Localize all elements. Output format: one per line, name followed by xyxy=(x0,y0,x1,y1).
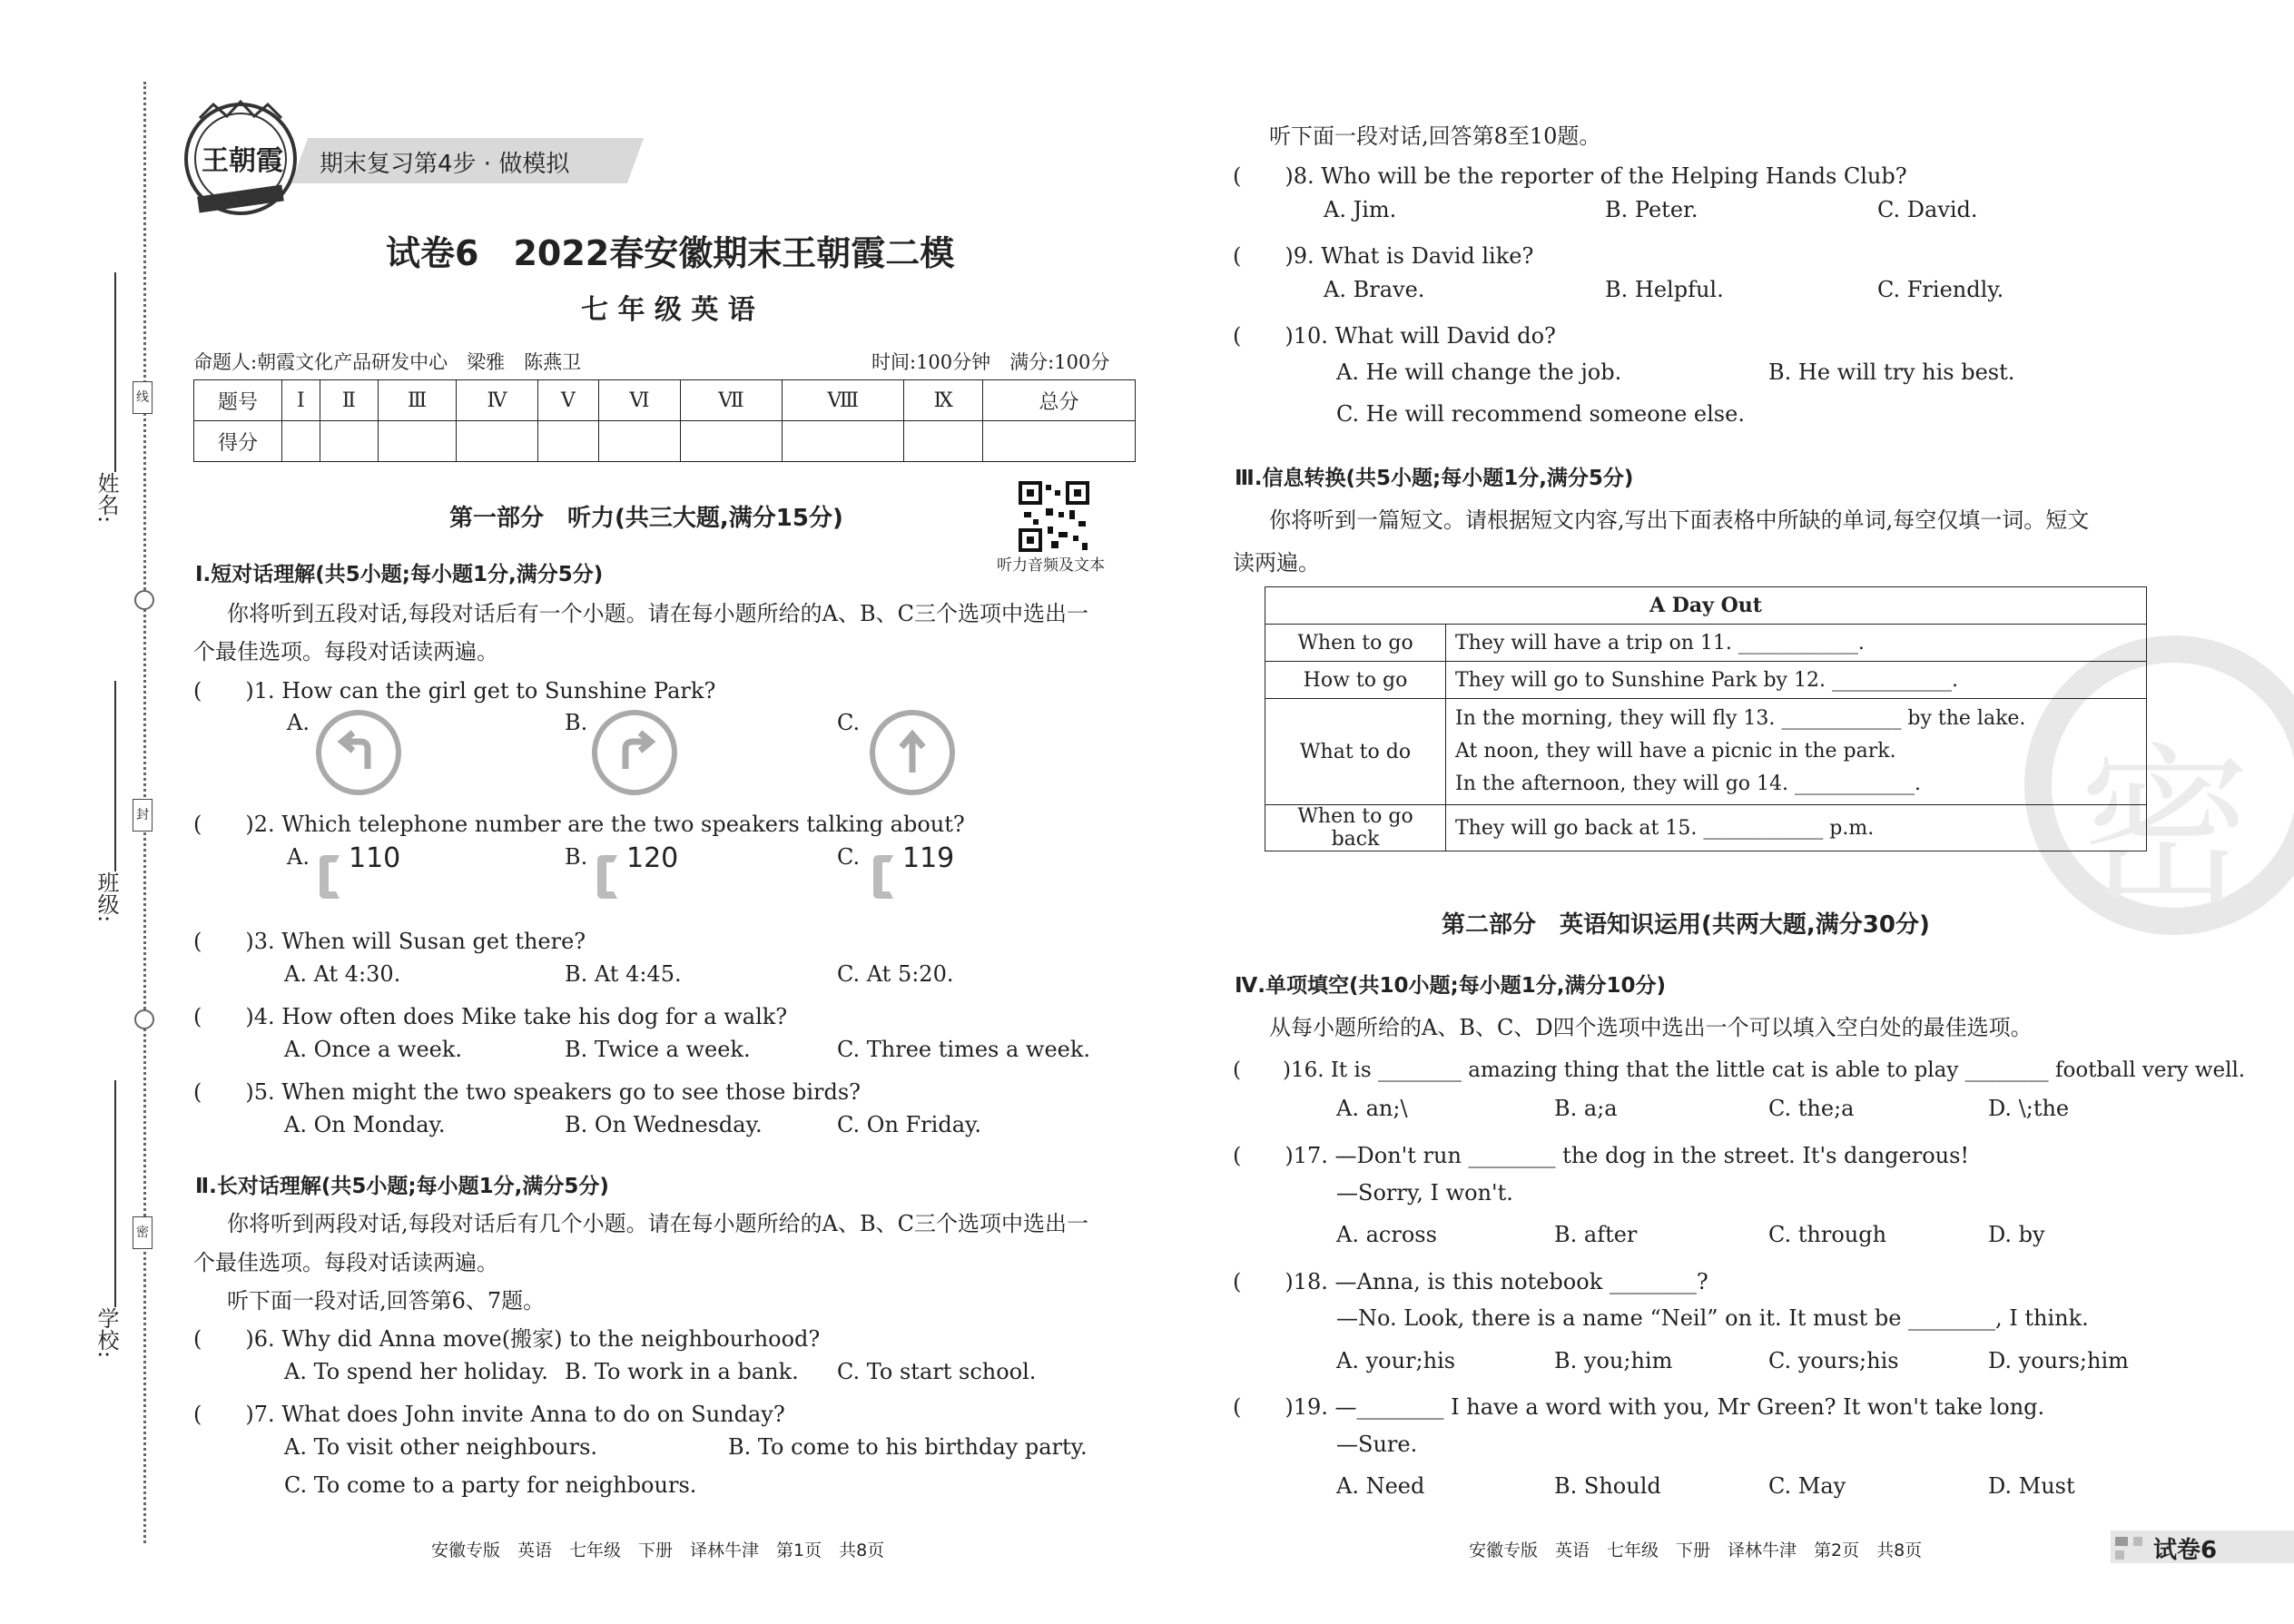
info-table-title: A Day Out xyxy=(1265,587,2147,625)
author-line: 命题人:朝霞文化产品研发中心 梁雅 陈燕卫 xyxy=(193,351,582,373)
section2-title: Ⅱ.长对话理解(共5小题;每小题1分,满分5分) xyxy=(195,1175,609,1198)
brand-logo xyxy=(182,100,300,218)
turn-left-icon[interactable] xyxy=(316,710,401,795)
q7-option-c[interactable]: C. To come to a party for neighbours. xyxy=(284,1472,697,1498)
section2-instruction-cont: 个最佳选项。每段对话读两遍。 xyxy=(193,1250,498,1275)
section1-title: Ⅰ.短对话理解(共5小题;每小题1分,满分5分) xyxy=(195,563,604,586)
score-header-cell: Ⅷ xyxy=(782,380,903,421)
q16-option-a[interactable]: A. an;\ xyxy=(1336,1096,1408,1121)
seal-mark-seal: 封 xyxy=(133,799,153,832)
name-label: 姓名: xyxy=(94,472,119,524)
info-table xyxy=(1265,586,2147,851)
q1-option-b-label: B. xyxy=(565,710,588,735)
q3-option-b[interactable]: B. At 4:45. xyxy=(565,961,682,987)
q5-option-a[interactable]: A. On Monday. xyxy=(284,1112,446,1137)
score-header-cell: 总分 xyxy=(983,380,1136,421)
phone-number-b: 120 xyxy=(626,842,679,874)
question-9: ( )9. What is David like? xyxy=(1233,243,1534,269)
seal-mark-secret: 密 xyxy=(133,1216,153,1249)
turn-right-icon[interactable] xyxy=(592,710,677,795)
watermark-char: 密 xyxy=(2079,728,2252,929)
phone-icon xyxy=(871,851,897,906)
go-straight-icon[interactable] xyxy=(870,710,955,795)
q17-option-d[interactable]: D. by xyxy=(1988,1222,2045,1247)
info-row-label: When to go xyxy=(1265,625,1446,662)
binding-hole-1 xyxy=(134,590,154,610)
score-cell[interactable] xyxy=(904,421,983,462)
q2-option-b-label: B. xyxy=(565,844,588,870)
info-row-text: At noon, they will have a picnic in the park. xyxy=(1455,740,1896,763)
part1-title: 第一部分 听力(共三大题,满分15分) xyxy=(449,505,843,532)
question-10: ( )10. What will David do? xyxy=(1233,323,1556,349)
score-header-cell: Ⅴ xyxy=(537,380,598,421)
q7-option-a[interactable]: A. To visit other neighbours. xyxy=(284,1434,598,1460)
section2-subheading: 听下面一段对话,回答第6、7题。 xyxy=(227,1288,546,1314)
phone-icon xyxy=(318,851,343,906)
question-18: ( )18. —Anna, is this notebook ________? xyxy=(1233,1269,1708,1294)
question-7: ( )7. What does John invite Anna to do on Sunday? xyxy=(193,1402,785,1427)
qr-caption: 听力音频及文本 xyxy=(997,556,1105,575)
section3-title: Ⅲ.信息转换(共5小题;每小题1分,满分5分) xyxy=(1235,467,1634,490)
q7-option-b[interactable]: B. To come to his birthday party. xyxy=(728,1434,1088,1460)
q17-option-a[interactable]: A. across xyxy=(1336,1222,1437,1247)
q5-option-c[interactable]: C. On Friday. xyxy=(837,1112,981,1137)
q19-option-a[interactable]: A. Need xyxy=(1336,1473,1425,1499)
section4-instruction: 从每小题所给的A、B、C、D四个选项中选出一个可以填入空白处的最佳选项。 xyxy=(1269,1015,2033,1040)
info-row-text[interactable]: They will go back at 15. ____________ p.m. xyxy=(1446,805,2147,851)
question-3: ( )3. When will Susan get there? xyxy=(193,929,586,954)
info-row-text[interactable]: In the morning, they will fly 13. ____________ by the lake. xyxy=(1455,707,2026,730)
class-field[interactable] xyxy=(114,681,116,871)
q8-option-b[interactable]: B. Peter. xyxy=(1605,197,1698,222)
binding-hole-2 xyxy=(134,1009,154,1029)
q18-option-a[interactable]: A. your;his xyxy=(1336,1348,1456,1373)
score-cell[interactable] xyxy=(378,421,456,462)
q3-option-a[interactable]: A. At 4:30. xyxy=(284,961,401,987)
info-row-text[interactable]: In the afternoon, they will go 14. ____________. xyxy=(1455,773,1922,795)
logo-text: 王朝霞 xyxy=(202,145,283,177)
qr-code[interactable] xyxy=(1019,481,1089,552)
q17-reply: —Sorry, I won't. xyxy=(1336,1180,1513,1206)
q8-option-a[interactable]: A. Jim. xyxy=(1324,197,1397,222)
q16-option-c[interactable]: C. the;a xyxy=(1768,1096,1855,1121)
q17-option-c[interactable]: C. through xyxy=(1768,1222,1887,1247)
q10-option-a[interactable]: A. He will change the job. xyxy=(1336,359,1622,385)
score-cell[interactable] xyxy=(320,421,378,462)
info-row-label: What to do xyxy=(1265,699,1446,805)
q9-option-a[interactable]: A. Brave. xyxy=(1324,277,1425,302)
score-cell[interactable] xyxy=(782,421,903,462)
score-cell[interactable] xyxy=(537,421,598,462)
q4-option-c[interactable]: C. Three times a week. xyxy=(837,1037,1091,1062)
name-field[interactable] xyxy=(114,272,116,472)
q17-option-b[interactable]: B. after xyxy=(1554,1222,1638,1247)
q6-option-b[interactable]: B. To work in a bank. xyxy=(565,1359,799,1384)
footer-tag-decoration xyxy=(2133,1537,2142,1546)
q19-reply: —Sure. xyxy=(1336,1432,1418,1457)
q1-option-c-label: C. xyxy=(837,710,861,735)
info-row-text[interactable]: They will have a trip on 11. ____________. xyxy=(1446,625,2147,662)
question-6: ( )6. Why did Anna move(搬家) to the neighbourhood? xyxy=(193,1326,821,1352)
q18-reply: —No. Look, there is a name “Neil” on it. It must be ________, I think. xyxy=(1336,1305,2089,1331)
q4-option-b[interactable]: B. Twice a week. xyxy=(565,1037,751,1062)
q6-option-c[interactable]: C. To start school. xyxy=(837,1359,1037,1384)
q2-option-a-label: A. xyxy=(287,844,310,870)
q10-option-b[interactable]: B. He will try his best. xyxy=(1768,359,2015,385)
score-header-cell: Ⅲ xyxy=(378,380,456,421)
class-label: 班级: xyxy=(94,871,119,923)
info-row-label: How to go xyxy=(1265,662,1446,699)
footer-left: 安徽专版 英语 七年级 下册 译林牛津 第1页 共8页 xyxy=(431,1540,885,1560)
score-row-label: 得分 xyxy=(194,421,282,462)
q16-option-b[interactable]: B. a;a xyxy=(1554,1096,1618,1121)
score-header-cell: 题号 xyxy=(194,380,282,421)
footer-tag-decoration xyxy=(2115,1550,2124,1560)
question-17: ( )17. —Don't run ________ the dog in the street. It's dangerous! xyxy=(1233,1143,1970,1168)
page-subtitle: 七 年 级 英 语 xyxy=(581,294,755,326)
banner-text: 期末复习第4步 · 做模拟 xyxy=(320,151,570,178)
score-cell[interactable] xyxy=(680,421,782,462)
section2-instruction: 你将听到两段对话,每段对话后有几个小题。请在每小题所给的A、B、C三个选项中选出一 xyxy=(227,1211,1088,1236)
footer-tag: 试卷6 xyxy=(2153,1537,2218,1564)
question-5: ( )5. When might the two speakers go to see those birds? xyxy=(193,1079,861,1105)
footer-right: 安徽专版 英语 七年级 下册 译林牛津 第2页 共8页 xyxy=(1469,1540,1923,1560)
question-1: ( )1. How can the girl get to Sunshine Park? xyxy=(193,678,716,704)
score-table xyxy=(193,379,1136,462)
q18-option-d[interactable]: D. yours;him xyxy=(1988,1348,2129,1373)
info-row-text[interactable]: They will go to Sunshine Park by 12. ____________. xyxy=(1446,662,2147,699)
q18-option-b[interactable]: B. you;him xyxy=(1554,1348,1673,1373)
score-cell[interactable] xyxy=(457,421,537,462)
question-2: ( )2. Which telephone number are the two speakers talking about? xyxy=(193,812,965,837)
footer-tag-decoration xyxy=(2115,1537,2128,1546)
q1-option-a-label: A. xyxy=(287,710,310,735)
time-line: 时间:100分钟 满分:100分 xyxy=(871,351,1110,373)
q19-option-d[interactable]: D. Must xyxy=(1988,1473,2075,1499)
q5-option-b[interactable]: B. On Wednesday. xyxy=(565,1112,763,1137)
q3-option-c[interactable]: C. At 5:20. xyxy=(837,961,954,987)
section3-instruction-cont: 读两遍。 xyxy=(1233,550,1320,576)
question-4: ( )4. How often does Mike take his dog for a walk? xyxy=(193,1004,788,1029)
section1-instruction-cont: 个最佳选项。每段对话读两遍。 xyxy=(193,639,498,664)
section3-instruction: 你将听到一篇短文。请根据短文内容,写出下面表格中所缺的单词,每空仅填一词。短文 xyxy=(1269,507,2090,533)
seal-mark-line: 线 xyxy=(133,381,153,414)
info-row-label: When to go back xyxy=(1265,805,1446,851)
q2-option-c-label: C. xyxy=(837,844,861,870)
score-header-cell: Ⅵ xyxy=(599,380,681,421)
score-header-cell: Ⅱ xyxy=(320,380,378,421)
q4-option-a[interactable]: A. Once a week. xyxy=(284,1037,463,1062)
q9-option-c[interactable]: C. Friendly. xyxy=(1877,277,2004,302)
section2-subheading-2: 听下面一段对话,回答第8至10题。 xyxy=(1269,123,1601,149)
q10-option-c[interactable]: C. He will recommend someone else. xyxy=(1336,401,1745,427)
score-header-cell: Ⅸ xyxy=(904,380,983,421)
phone-number-c: 119 xyxy=(902,842,955,874)
q9-option-b[interactable]: B. Helpful. xyxy=(1605,277,1724,302)
q18-option-c[interactable]: C. yours;his xyxy=(1768,1348,1899,1373)
section1-instruction: 你将听到五段对话,每段对话后有一个小题。请在每小题所给的A、B、C三个选项中选出一 xyxy=(227,601,1088,626)
question-8: ( )8. Who will be the reporter of the Helping Hands Club? xyxy=(1233,163,1907,189)
score-cell[interactable] xyxy=(599,421,681,462)
section4-title: Ⅳ.单项填空(共10小题;每小题1分,满分10分) xyxy=(1235,974,1666,998)
score-header-cell: Ⅶ xyxy=(680,380,782,421)
score-cell[interactable] xyxy=(282,421,320,462)
school-field[interactable] xyxy=(114,1080,116,1307)
page-title: 试卷6 2022春安徽期末王朝霞二模 xyxy=(386,233,955,273)
q8-option-c[interactable]: C. David. xyxy=(1877,197,1978,222)
score-header-cell: Ⅰ xyxy=(282,380,320,421)
q19-option-c[interactable]: C. May xyxy=(1768,1473,1846,1499)
part2-title: 第二部分 英语知识运用(共两大题,满分30分) xyxy=(1442,911,1930,939)
question-19: ( )19. —________ I have a word with you, Mr Green? It won't take long. xyxy=(1233,1394,2045,1420)
phone-number-a: 110 xyxy=(349,842,401,874)
phone-icon xyxy=(596,851,621,906)
score-header-cell: Ⅳ xyxy=(457,380,537,421)
q19-option-b[interactable]: B. Should xyxy=(1554,1473,1661,1499)
q6-option-a[interactable]: A. To spend her holiday. xyxy=(284,1359,548,1384)
score-cell[interactable] xyxy=(983,421,1136,462)
q16-option-d[interactable]: D. \;the xyxy=(1988,1096,2070,1121)
question-16: ( )16. It is ________ amazing thing that the little cat is able to play ________ football very well. xyxy=(1233,1058,2246,1082)
school-label: 学校: xyxy=(94,1307,119,1359)
